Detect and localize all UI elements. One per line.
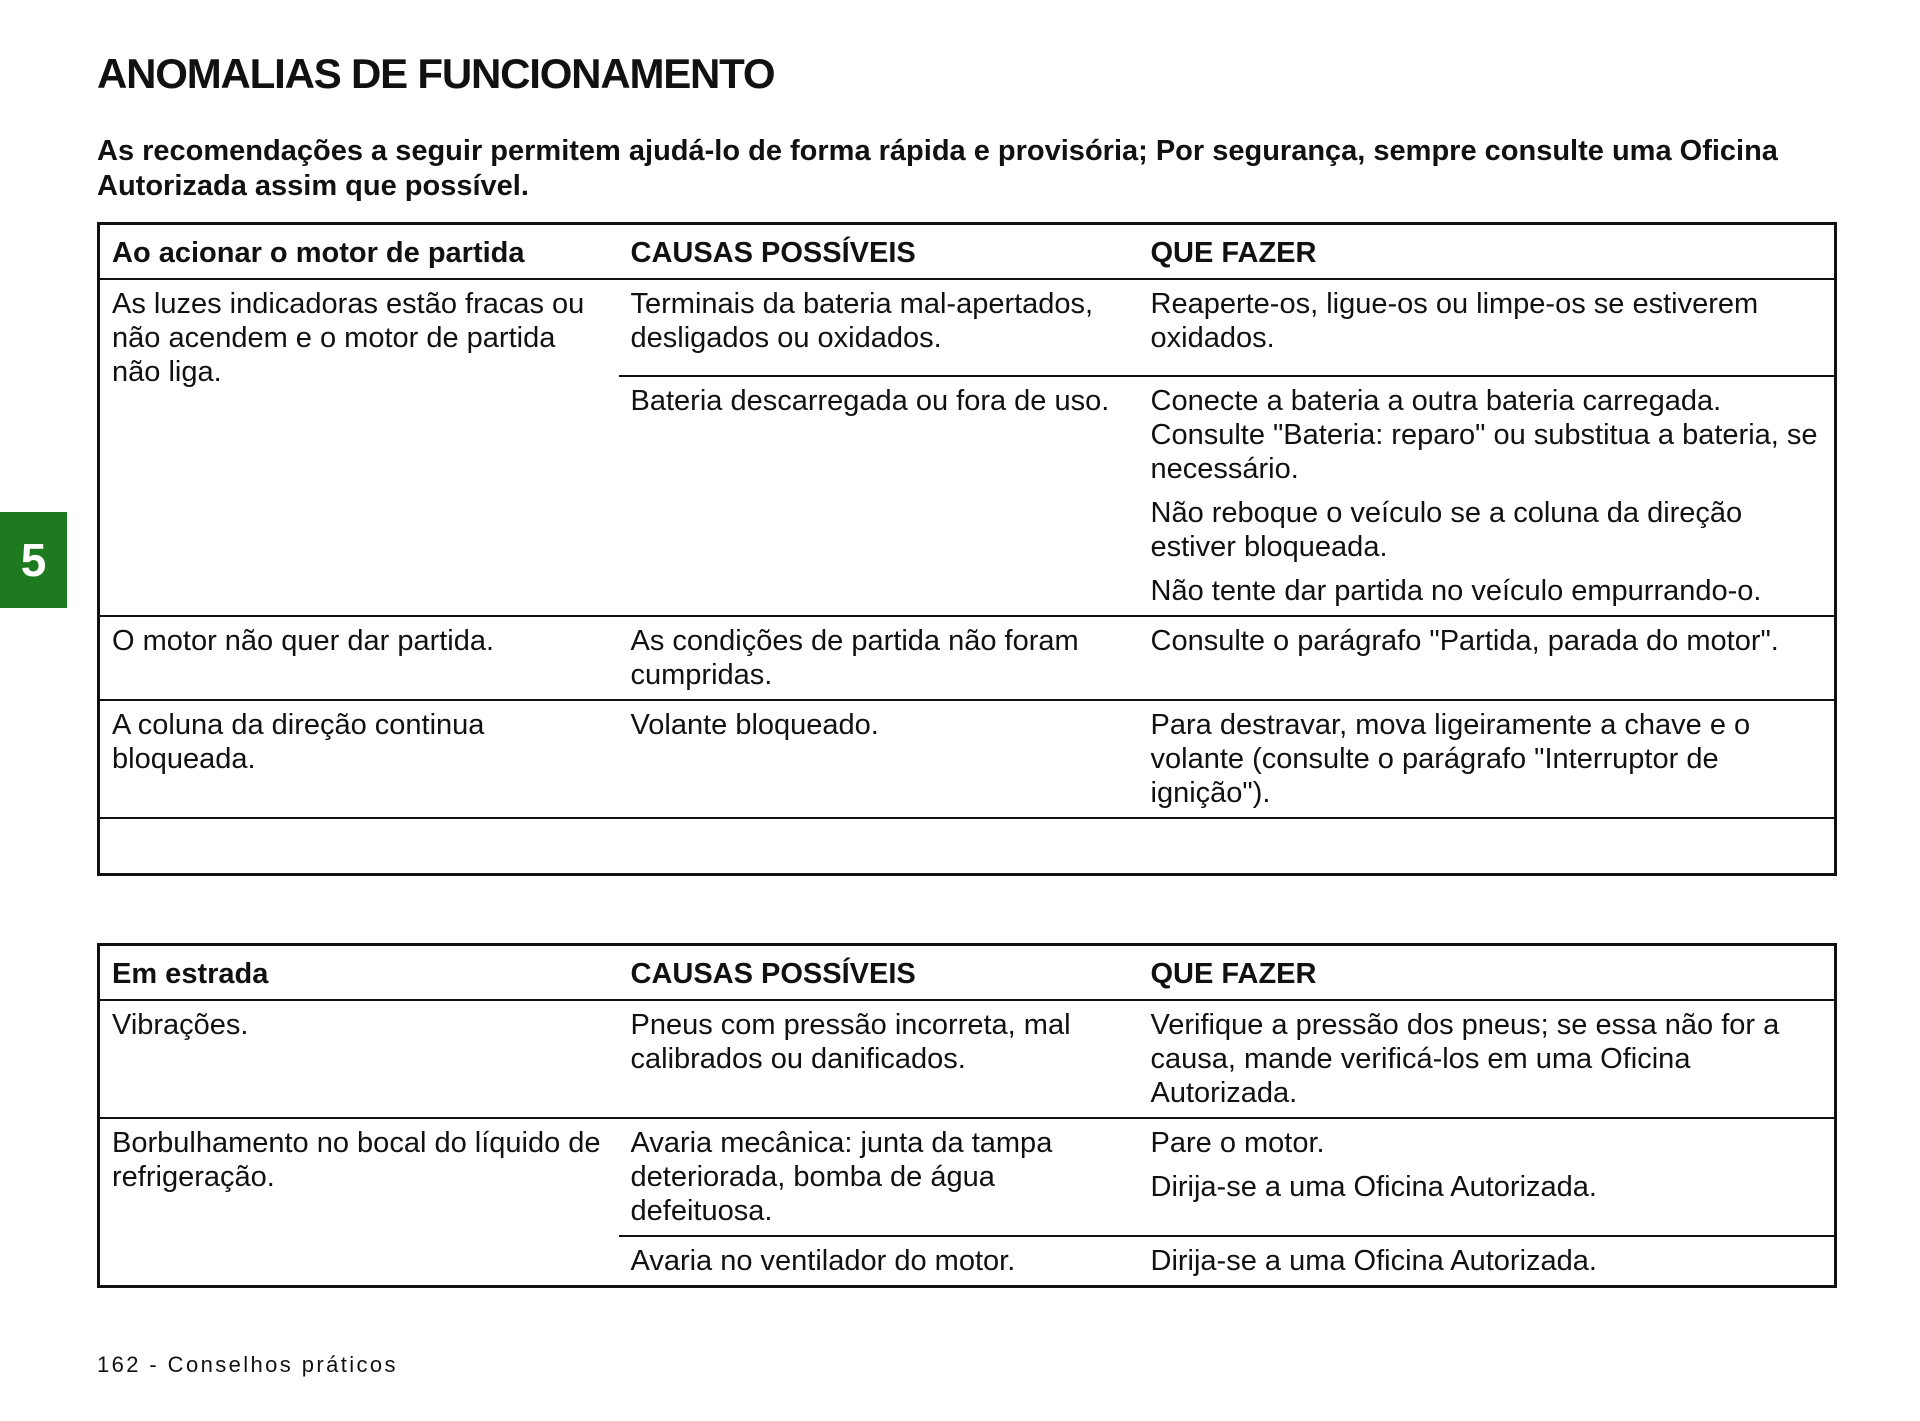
column-header-causes: CAUSAS POSSÍVEIS — [619, 945, 1139, 1001]
action-cell: Para destravar, mova ligeiramente a chave e o volante (consulte o parágrafo "Interruptor de ignição"). — [1139, 700, 1836, 818]
cause-cell: As condições de partida não foram cumpridas. — [619, 616, 1139, 700]
table-row — [99, 279, 1836, 376]
symptom-cell: As luzes indicadoras estão fracas ou não acendem e o motor de partida não liga. — [112, 288, 585, 388]
table-row — [99, 700, 1836, 818]
symptom-cell: Vibrações. — [112, 1009, 249, 1041]
cause-cell: Terminais da bateria mal-apertados, desligados ou oxidados. — [630, 288, 1094, 354]
column-header-actions: QUE FAZER — [1139, 224, 1836, 280]
page-title: ANOMALIAS DE FUNCIONAMENTO — [97, 50, 775, 97]
table-road-anomalies — [97, 943, 1837, 1288]
table-header-row — [99, 224, 1836, 280]
table-row — [99, 1000, 1836, 1118]
symptom-cell: Borbulhamento no bocal do líquido de refrigeração. — [99, 1118, 619, 1287]
action-cell: Conecte a bateria a outra bateria carregada. Consulte "Bateria: reparo" ou substitua a bateria, se necessário. Não reboque o veículo se a coluna da direção estiver bloqueada. Não tente dar partida no veículo empurrando-o. — [1139, 376, 1836, 616]
table-header-row — [99, 945, 1836, 1001]
intro-paragraph: As recomendações a seguir permitem ajudá-lo de forma rápida e provisória; Por segurança, sempre consulte uma Oficina Autorizada assim que possível. — [97, 135, 1778, 202]
action-cell: Consulte o parágrafo "Partida, parada do motor". — [1139, 616, 1836, 700]
table-row — [99, 616, 1836, 700]
cause-cell: Volante bloqueado. — [619, 700, 1139, 818]
cause-cell: Bateria descarregada ou fora de uso. — [619, 376, 1139, 616]
column-header-causes: CAUSAS POSSÍVEIS — [619, 224, 1139, 280]
column-header-actions: QUE FAZER — [1139, 945, 1836, 1001]
symptom-cell: A coluna da direção continua bloqueada. — [99, 700, 619, 818]
action-cell: Reaperte-os, ligue-os ou limpe-os se estiverem oxidados. — [1150, 288, 1759, 354]
action-cell: Dirija-se a uma Oficina Autorizada. — [1139, 1236, 1836, 1287]
column-header-symptom: Ao acionar o motor de partida — [99, 224, 619, 280]
table-row — [99, 1118, 1836, 1236]
table-starting-anomalies — [97, 222, 1837, 876]
page-footer: 162 - Conselhos práticos — [97, 1352, 398, 1377]
empty-row — [99, 818, 1836, 875]
cause-cell: Avaria no ventilador do motor. — [619, 1236, 1139, 1287]
column-header-symptom: Em estrada — [99, 945, 619, 1001]
symptom-cell: O motor não quer dar partida. — [99, 616, 619, 700]
chapter-tab: 5 — [0, 512, 67, 608]
cause-cell: Avaria mecânica: junta da tampa deteriorada, bomba de água defeituosa. — [619, 1118, 1139, 1236]
cause-cell: Pneus com pressão incorreta, mal calibrados ou danificados. — [630, 1009, 1071, 1075]
action-cell: Pare o motor. Dirija-se a uma Oficina Autorizada. — [1139, 1118, 1836, 1236]
action-cell: Verifique a pressão dos pneus; se essa não for a causa, mande verificá-los em uma Oficina Autorizada. — [1150, 1009, 1780, 1109]
